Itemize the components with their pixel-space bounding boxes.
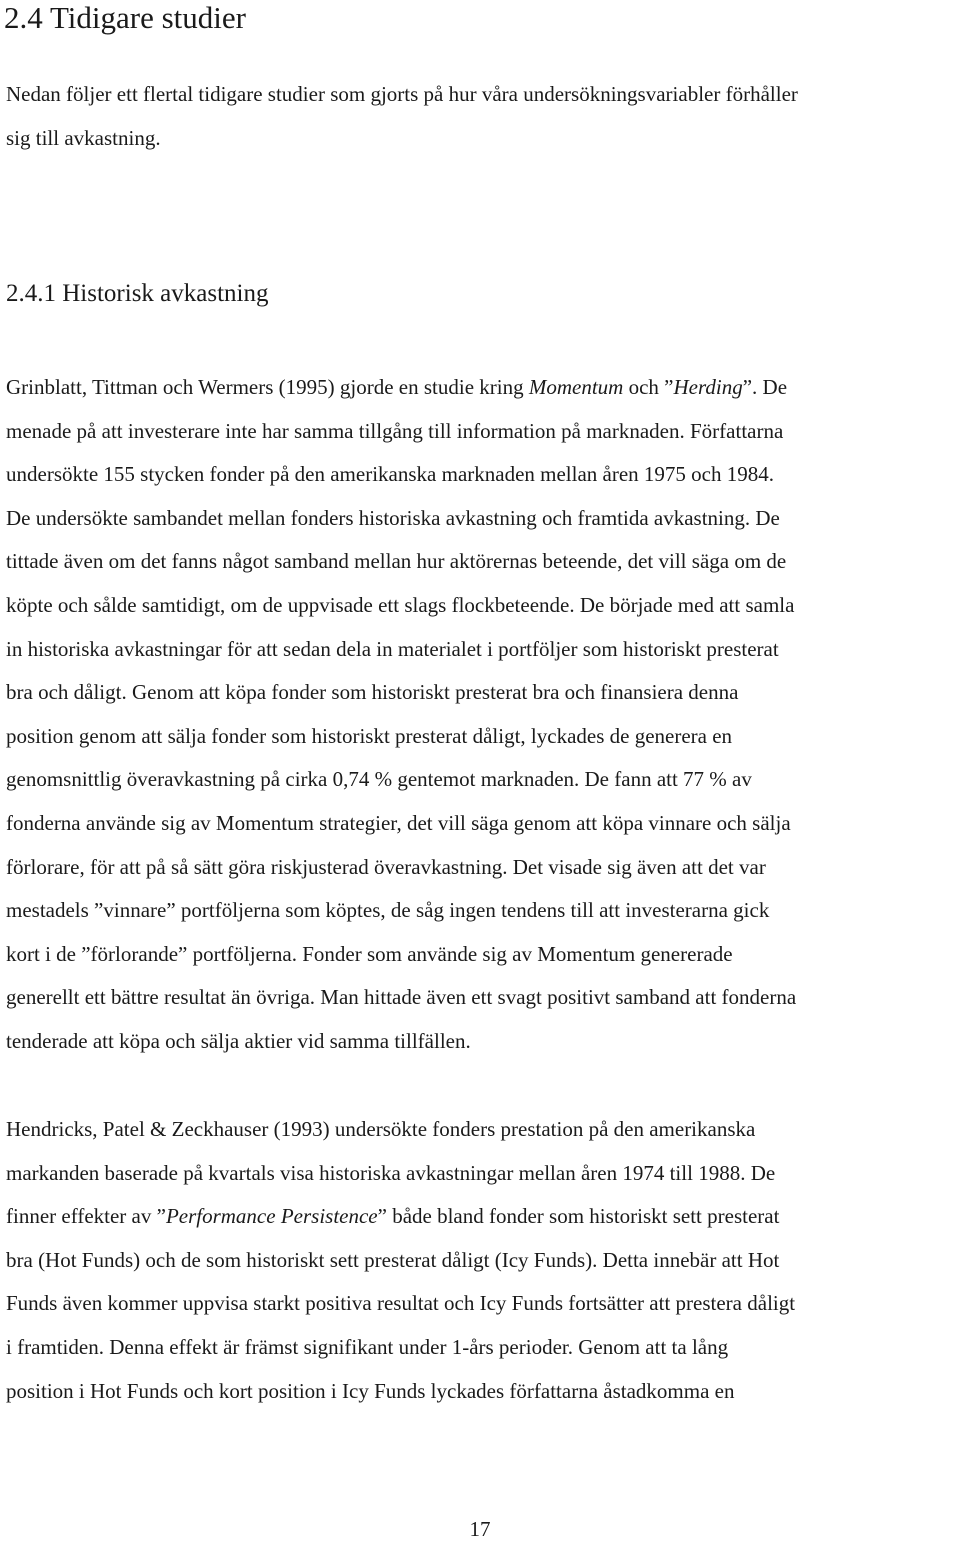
paragraph-line xyxy=(6,366,956,410)
paragraph-line: tenderade att köpa och sälja aktier vid samma tillfällen. xyxy=(6,1028,471,1053)
paragraph-line: position i Hot Funds och kort position i Icy Funds lyckades författarna åstadkomma en xyxy=(6,1378,735,1403)
page-number: 17 xyxy=(469,1517,491,1541)
paragraph-line: markanden baserade på kvartals visa historiska avkastningar mellan åren 1974 till 1988. De xyxy=(6,1160,776,1185)
paragraph-line: De undersökte sambandet mellan fonders historiska avkastning och framtida avkastning. De xyxy=(6,505,780,530)
text-run: finner effekter av ” xyxy=(6,1204,166,1229)
italic-term-performance-persistence: Performance Persistence xyxy=(165,1204,378,1229)
paragraph-line: Hendricks, Patel & Zeckhauser (1993) undersökte fonders prestation på den amerikanska xyxy=(6,1117,756,1141)
text-run: och ” xyxy=(623,375,674,399)
text-run: Grinblatt, Tittman och Wermers (1995) gjorde en studie kring xyxy=(6,375,529,399)
paragraph-line: Funds även kommer uppvisa starkt positiva resultat och Icy Funds fortsätter att prestera dåligt xyxy=(6,1291,796,1316)
text-run: ”. De xyxy=(742,375,788,399)
paragraph-line: i framtiden. Denna effekt är främst signifikant under 1-års perioder. Genom att ta lång xyxy=(6,1334,729,1359)
paragraph-line: genomsnittlig överavkastning på cirka 0,74 % gentemot marknaden. De fann att 77 % av xyxy=(6,767,752,792)
subsection-title: 2.4.1 Historisk avkastning xyxy=(6,280,269,307)
paragraph-line: fonderna använde sig av Momentum strategier, det vill säga genom att köpa vinnare och sälja xyxy=(6,810,791,835)
intro-paragraph xyxy=(6,72,956,160)
paragraph-line: bra och dåligt. Genom att köpa fonder som historiskt presterat bra och finansiera denna xyxy=(6,680,739,705)
italic-term-momentum: Momentum xyxy=(528,375,624,399)
section-title: 2.4 Tidigare studier xyxy=(4,0,246,35)
paragraph-line: in historiska avkastningar för att sedan dela in materialet i portföljer som historiskt presterat xyxy=(6,636,779,661)
paragraph-line: generellt ett bättre resultat än övriga. Man hittade även ett svagt positivt samband att fonderna xyxy=(6,985,797,1010)
paragraph-line: position genom att sälja fonder som historiskt presterat dåligt, lyckades de generera en xyxy=(6,723,733,748)
paragraph-performance-persistence xyxy=(6,1108,956,1413)
intro-line: Nedan följer ett flertal tidigare studier som gjorts på hur våra undersökningsvariabler förhåller xyxy=(6,82,798,106)
paragraph-line xyxy=(6,1195,956,1239)
paragraph-line: tittade även om det fanns något samband mellan hur aktörernas beteende, det vill säga om de xyxy=(6,549,787,574)
paragraph-line: bra (Hot Funds) och de som historiskt sett presterat dåligt (Icy Funds). Detta innebär att Hot xyxy=(6,1247,780,1272)
paragraph-line: menade på att investerare inte har samma tillgång till information på marknaden. Författarna xyxy=(6,418,784,443)
paragraph-line: kort i de ”förlorande” portföljerna. Fonder som använde sig av Momentum genererade xyxy=(6,941,733,966)
italic-term-herding: Herding xyxy=(673,375,743,399)
paragraph-line: förlorare, för att på så sätt göra riskjusterad överavkastning. Det visade sig även att det var xyxy=(6,854,766,879)
text-run: ” både bland fonder som historiskt sett presterat xyxy=(377,1204,780,1229)
paragraph-historisk-avkastning xyxy=(6,366,956,1064)
intro-line: sig till avkastning. xyxy=(6,126,161,150)
paragraph-line: köpte och sålde samtidigt, om de uppvisade ett slags flockbeteende. De började med att samla xyxy=(6,592,795,617)
paragraph-line: mestadels ”vinnare” portföljerna som köptes, de såg ingen tendens till att investerarna gick xyxy=(6,898,770,923)
paragraph-line: undersökte 155 stycken fonder på den amerikanska marknaden mellan åren 1975 och 1984. xyxy=(6,462,774,487)
